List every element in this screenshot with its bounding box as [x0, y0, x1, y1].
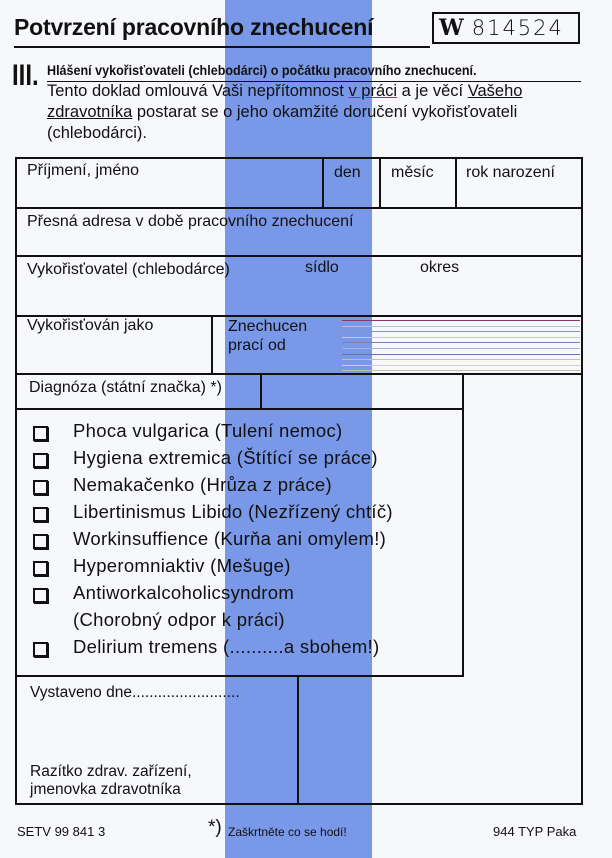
intro-text-2: a je věcí [397, 82, 468, 100]
checkbox[interactable] [33, 453, 48, 468]
intro-underlined-work: v práci [348, 82, 398, 100]
diagnosis-option[interactable] [33, 447, 393, 474]
issue-stamp-field[interactable] [17, 677, 297, 803]
serial-number-box [432, 12, 580, 44]
birth-month-field[interactable] [381, 159, 455, 207]
document-title: Potvrzení pracovního znechucení [14, 14, 374, 40]
intro-paragraph [47, 81, 587, 144]
employer-seat-label: sídlo [305, 259, 339, 276]
employer-field[interactable] [17, 257, 581, 315]
checkbox[interactable] [33, 507, 48, 522]
intro-text-1: Tento doklad omlouvá Vaši nepřítomnost [47, 82, 349, 100]
footnote-mark: *) [208, 817, 222, 838]
diagnosis-option-label: Workinsuffience (Kurňa ani omylem!) [73, 528, 387, 549]
employer-district-label: okres [420, 259, 460, 276]
diagnosis-checklist [33, 420, 393, 663]
diagnosis-option-label: Nemakačenko (Hrůza z práce) [73, 474, 332, 495]
employer-label: Vykořisťovatel (chlebodárce) [27, 261, 230, 278]
disgusted-from-label-line1: Znechucen [228, 318, 308, 335]
intro-underlined-medic: Vašeho zdravotníka [47, 82, 523, 121]
diagnosis-option[interactable] [33, 420, 393, 447]
checklist-right-border [462, 373, 464, 675]
birth-year-label: rok narození [466, 164, 555, 181]
print-code: 944 TYP Paka [493, 824, 577, 839]
disgusted-from-label-line2: prací od [228, 337, 286, 354]
checkbox[interactable] [33, 561, 48, 576]
diagnosis-option-label: Hygiena extremica (Štítící se práce) [73, 447, 378, 468]
diagnosis-option-label: Libertinismus Libido (Nezřízený chtíč) [73, 501, 393, 522]
diagnosis-option-label: Delirium tremens (..........a sbohem!) [73, 636, 380, 657]
footnote-text: Zaškrtněte co se hodí! [228, 825, 347, 839]
serial-number: 814524 [471, 16, 564, 40]
intro-text-3: postarat se o jeho okamžité doručení vykořisťovateli (chlebodárci). [47, 103, 518, 142]
birth-month-label: měsíc [391, 164, 434, 181]
birth-day-field[interactable] [324, 159, 379, 207]
stamp-label-line1: Razítko zdrav. zařízení, [30, 763, 192, 780]
diagnosis-option[interactable] [33, 528, 393, 555]
address-field[interactable] [17, 209, 581, 255]
diagnosis-option-label: Phoca vulgarica (Tulení nemoc) [73, 420, 343, 441]
birth-day-label: den [334, 164, 361, 181]
diagnosis-option-continuation: (Chorobný odpor k práci) [73, 609, 285, 630]
diagnosis-label: Diagnóza (státní značka) *) [29, 379, 222, 396]
diagnosis-option-label: Antiworkalcoholicsyndrom [73, 582, 295, 603]
address-label: Přesná adresa v době pracovního znechucení [27, 213, 354, 230]
diagnosis-option[interactable] [33, 636, 393, 663]
issued-date-label: Vystaveno dne......................... [30, 684, 240, 701]
section-subtitle: Hlášení vykořisťovateli (chlebodárci) o počátku pracovního znechucení. [47, 63, 477, 78]
checkbox[interactable] [33, 480, 48, 495]
section-number: III. [12, 59, 39, 92]
stamp-label-line2: jmenovka zdravotníka [30, 781, 181, 798]
diagnosis-code-field[interactable] [262, 375, 462, 408]
checkbox[interactable] [33, 588, 48, 603]
form-code: SETV 99 841 3 [17, 824, 106, 839]
diagnosis-option[interactable] [33, 582, 393, 609]
title-underline [14, 46, 430, 48]
diagnosis-option[interactable] [33, 555, 393, 582]
exploited-as-label: Vykořisťován jako [27, 317, 154, 334]
serial-prefix: W [439, 15, 464, 41]
exploited-as-field[interactable] [17, 317, 211, 373]
checkbox[interactable] [33, 534, 48, 549]
diagnosis-option[interactable] [33, 474, 393, 501]
name-field-label: Příjmení, jméno [27, 162, 140, 179]
birth-year-field[interactable] [457, 159, 581, 207]
checkbox[interactable] [33, 642, 48, 657]
name-field[interactable] [17, 159, 322, 207]
diagnosis-option-label: Hyperomniaktiv (Mešuge) [73, 555, 291, 576]
diagnosis-option[interactable] [33, 501, 393, 528]
row-divider [15, 408, 464, 410]
checkbox[interactable] [33, 426, 48, 441]
signature-field[interactable] [299, 677, 462, 803]
disgusted-from-field[interactable] [213, 317, 581, 373]
